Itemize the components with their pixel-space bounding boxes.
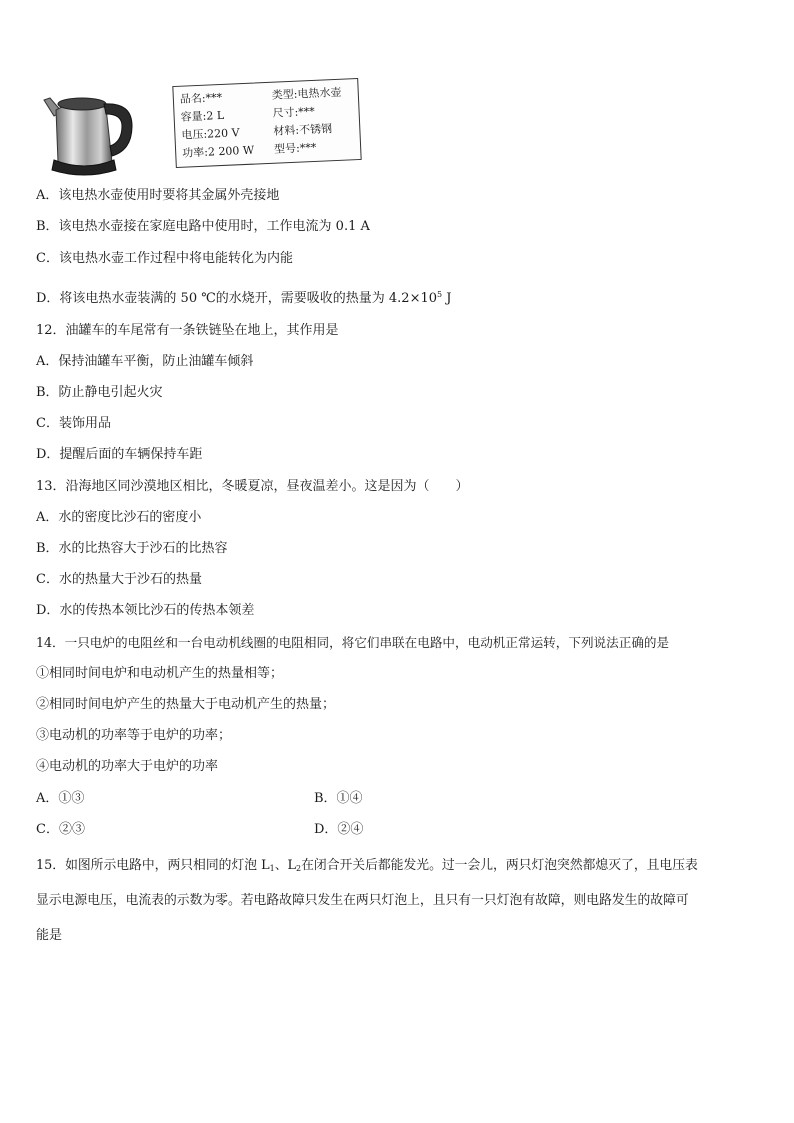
spec-material: 材料:不锈钢: [273, 122, 333, 138]
q14-stem: 14．一只电炉的电阻丝和一台电动机线圈的电阻相同，将它们串联在电路中，电动机正常运转，下列说法正确的是: [36, 635, 670, 650]
q12-option-c: C．装饰用品: [36, 416, 111, 431]
spec-power: 功率:2 200 W: [181, 143, 255, 160]
q13-option-d: D．水的传热本领比沙石的传热本领差: [36, 603, 255, 618]
q14-statement-3: ③电动机的功率等于电炉的功率；: [36, 728, 232, 743]
q15-stem-line-1: 15．如图所示电路中，两只相同的灯泡 $L_1$、$L_2$在闭合开关后都能发光。过一会儿，两只灯泡突然都熄灭了，且电压表: [36, 858, 698, 873]
q12-option-d: D．提醒后面的车辆保持车距: [36, 447, 203, 462]
q14-statement-2: ②相同时间电炉产生的热量大于电动机产生的热量；: [36, 697, 336, 712]
q13-stem: 13．沿海地区同沙漠地区相比，冬暖夏凉，昼夜温差小。这是因为（ ）: [36, 479, 469, 494]
q14-option-a: A．①③: [36, 791, 85, 806]
spec-voltage: 电压:220 V: [181, 126, 240, 142]
spec-size: 尺寸:***: [272, 104, 316, 120]
spec-type: 类型:电热水壶: [271, 85, 342, 102]
q14-statement-1: ①相同时间电炉和电动机产生的热量相等；: [36, 666, 284, 681]
q15-stem-line-3: 能是: [36, 928, 63, 943]
q11-option-b: B．该电热水壶接在家庭电路中使用时，工作电流为 0.1 A: [36, 219, 370, 234]
q11-option-d: D．将该电热水壶装满的 50 ℃的水烧开，需要吸收的热量为 $4.2\times 10^5$ J: [36, 290, 452, 306]
q14-statement-4: ④电动机的功率大于电炉的功率: [36, 759, 219, 774]
q12-stem: 12．油罐车的车尾常有一条铁链坠在地上，其作用是: [36, 323, 339, 338]
q14-option-c: C．②③: [36, 822, 85, 837]
q14-option-d: D．②④: [314, 822, 364, 837]
spec-capacity: 容量:2 L: [180, 108, 225, 124]
q13-option-a: A．水的密度比沙石的密度小: [36, 510, 202, 525]
q13-option-b: B．水的比热容大于沙石的比热容: [36, 541, 228, 556]
q11-option-a: A．该电热水壶使用时要将其金属外壳接地: [36, 188, 280, 203]
q13-option-c: C．水的热量大于沙石的热量: [36, 572, 202, 587]
q11-option-c: C．该电热水壶工作过程中将电能转化为内能: [36, 251, 293, 266]
spec-model: 型号:***: [273, 140, 317, 156]
q14-option-b: B．①④: [314, 791, 363, 806]
q15-stem-line-2: 显示电源电压，电流表的示数为零。若电路故障只发生在两只灯泡上，且只有一只灯泡有故障，则电路发生的故障可: [36, 893, 689, 908]
electric-kettle-image: [40, 86, 140, 176]
spec-name: 品名:***: [179, 90, 223, 106]
q12-option-a: A．保持油罐车平衡，防止油罐车倾斜: [36, 354, 254, 369]
kettle-spec-label: [172, 78, 361, 168]
q12-option-b: B．防止静电引起火灾: [36, 385, 163, 400]
